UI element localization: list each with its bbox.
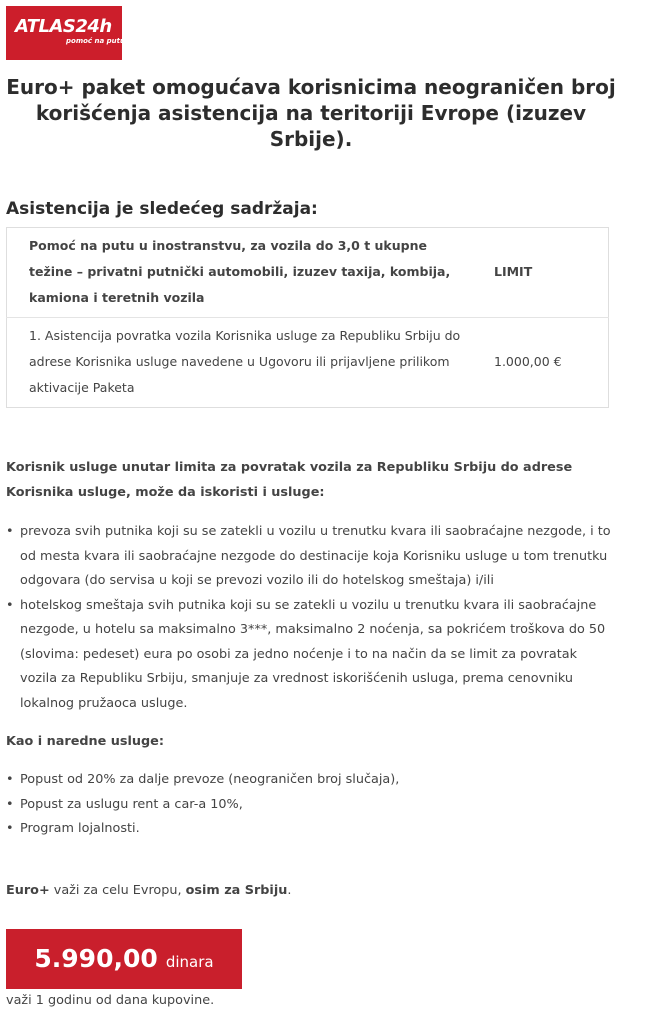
validity-note: važi 1 godinu od dana kupovine.	[6, 993, 215, 1008]
section-title: Asistencija je sledećeg sadržaja:	[6, 199, 318, 219]
list-item	[0, 793, 618, 818]
bullet-icon: •	[6, 796, 14, 812]
bullet-icon: •	[6, 597, 14, 613]
table-header-description: Pomoć na putu u inostranstvu, za vozila do 3,0 t ukupne težine – privatni putnički automobili, izuzev taxija, kombija, kamiona i teretnih vozila	[29, 238, 451, 305]
logo-tagline: pomoć na putu	[66, 37, 125, 45]
list-item	[0, 817, 618, 842]
bullet-icon: •	[6, 821, 14, 836]
atlas24h-logo[interactable]	[6, 6, 125, 60]
price-amount: 5.990,00	[34, 944, 158, 973]
price-currency: dinara	[165, 953, 214, 971]
list-item-text: Popust od 20% za dalje prevoze (neograničen broj slučaja),	[20, 772, 400, 787]
coverage-exception: osim za Srbiju	[185, 883, 288, 898]
coverage-end: .	[287, 883, 292, 898]
page-headline: Euro+ paket omogućava korisnicima neograničen broj korišćenja asistencija na teritoriji Evrope (izuzev Srbije).	[6, 75, 616, 151]
list-item	[0, 768, 618, 793]
bullet-icon: •	[6, 524, 14, 539]
list-item-text: Program lojalnosti.	[20, 821, 140, 836]
list-item-text: prevoza svih putnika koji su se zatekli u vozilu u trenutku kvara ili saobraćajne nezgode, i to od mesta kvara ili saobraćajne nezgode do destinacije koja Korisniku usluge u tom trenutku odgovara (do servisa u koji se prevozi vozilo ili do hotelskog smeštaja) i/ili	[20, 524, 611, 588]
table-cell-description: 1. Asistencija povratka vozila Korisnika usluge za Republiku Srbiju do adrese Korisnika usluge navedene u Ugovoru ili prijavljene prilikom aktivacije Paketa	[7, 318, 473, 408]
price-badge[interactable]	[6, 929, 242, 989]
services-list	[0, 520, 618, 716]
bullet-icon: •	[6, 772, 14, 787]
intro-text: Korisnik usluge unutar limita za povratak vozila za Republiku Srbiju do adrese Korisnika usluge, može da iskoristi i usluge:	[6, 460, 573, 500]
limits-table	[6, 227, 609, 408]
table-row	[7, 318, 609, 408]
also-title: Kao i naredne usluge:	[6, 734, 164, 749]
logo-wordmark: ATLAS24h	[15, 16, 112, 37]
list-item-text: hotelskog smeštaja svih putnika koji su se zatekli u vozilu u trenutku kvara ili saobraćajne nezgode, u hotelu sa maksimalno 3***, maksimalno 2 noćenja, sa pokrićem troškova do 50 (slovima: pedeset) eura po osobi za jedno noćenje i to na način da se limit za povratak vozila za Republiku Srbiju, smanjuje za vrednost iskorišćenih usluga, prema cenovniku lokalnog pružaoca usluge.	[20, 597, 606, 711]
table-header-row	[7, 228, 609, 318]
list-item	[0, 520, 618, 594]
coverage-note	[6, 879, 616, 904]
package-name: Euro+	[6, 883, 50, 898]
coverage-text: važi za celu Evropu,	[49, 883, 186, 898]
table-header-limit: LIMIT	[494, 264, 533, 279]
list-item	[0, 594, 618, 717]
also-list	[0, 768, 618, 842]
table-cell-limit: 1.000,00 €	[472, 318, 609, 408]
list-item-text: Popust za uslugu rent a car-a 10%,	[20, 796, 243, 812]
